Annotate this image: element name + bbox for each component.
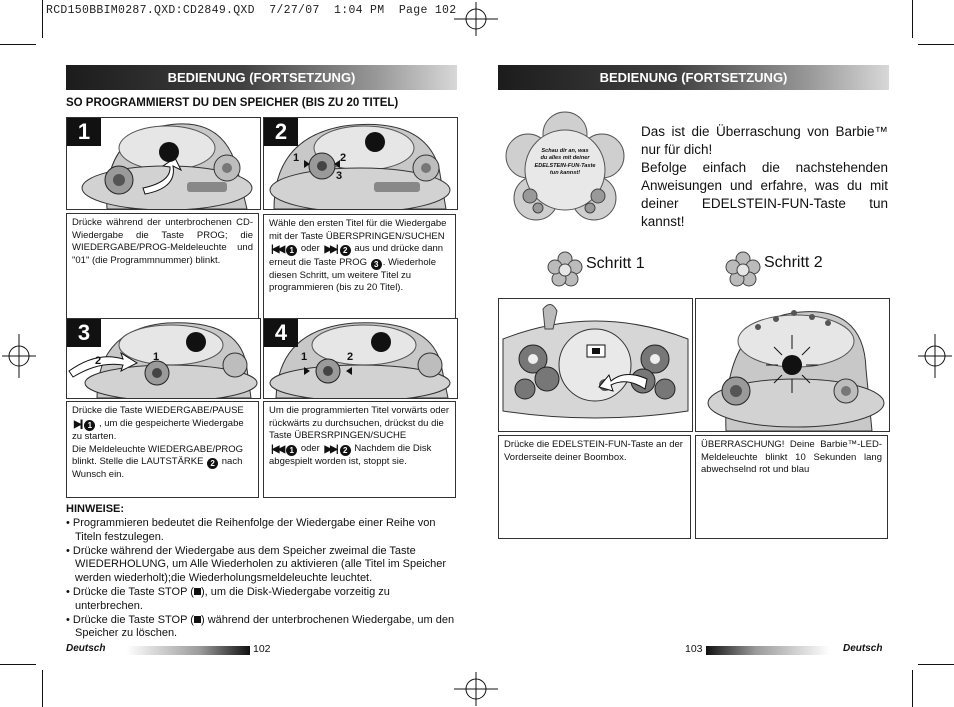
stop-icon (194, 588, 201, 595)
note-item: • Drücke während der Wiedergabe aus dem Speicher zweimal die Taste WIEDERHOLUNG, um Alle Wiederholen zu aktivieren (alle Titel im Speicher werden wiederholt);die Wiederholungsmeldeleuchte leuchtet. (66, 544, 447, 585)
callout-badge: 1 (84, 420, 95, 431)
registration-mark-top (454, 2, 498, 36)
right-section-header: BEDIENUNG (FORTSETZUNG) (498, 65, 889, 90)
step-3-instructions (66, 401, 259, 498)
intro-line-2: Befolge einfach die nachstehenden Anweisungen und erfahre, was du mit deiner EDELSTEIN-FUN-Taste tun kannst! (641, 160, 888, 229)
skip-forward-icon: ▶▶| (324, 443, 337, 455)
print-slug: RCD150BBIM0287.QXD:CD2849.QXD 7/27/07 1:04 PM Page 102 (46, 4, 457, 17)
step-4-text-b: oder (300, 442, 320, 454)
crop-mark (42, 670, 43, 707)
callout-badge: 1 (286, 245, 297, 256)
stop-icon (194, 616, 201, 623)
step-2-text-d: . Wiederhole diesen Schritt, um weitere Titel zu programmieren (bis zu 20 Titel). (269, 256, 437, 294)
gem-button-icon (159, 142, 179, 162)
step-3-illustration (66, 318, 261, 399)
left-footer-language: Deutsch (66, 643, 106, 654)
callout-badge: 2 (340, 445, 351, 456)
left-page-number: 102 (253, 643, 271, 655)
skip-forward-icon: ▶▶| (324, 244, 337, 256)
crop-mark (912, 670, 913, 707)
left-section-header: BEDIENUNG (FORTSETZUNG) (66, 65, 457, 90)
crop-mark (918, 44, 954, 45)
step-2-illustration (263, 117, 458, 210)
flower-line: tun kannst! (549, 170, 581, 177)
intro-text (641, 123, 888, 231)
left-subtitle: SO PROGRAMMIERST DU DEN SPEICHER (BIS ZU 20 TITEL) (66, 97, 399, 109)
step-2-heading: Schritt 2 (764, 254, 823, 271)
step-4-text-a: Um die programmierten Titel vorwärts oder rückwärts zu durchsuchen, drückst du die Taste ÜBERSRPINGEN/SUCHE (269, 405, 450, 442)
callout: 3 (336, 170, 343, 182)
note-item (66, 614, 456, 642)
notes-title: HINWEISE: (66, 503, 125, 515)
step-number: 3 (67, 319, 101, 347)
step-number: 1 (67, 118, 101, 146)
registration-mark-right (918, 334, 952, 378)
crop-mark (0, 664, 36, 665)
step-3-text-d: nach Wunsch ein. (72, 456, 243, 481)
flower-badge (502, 110, 628, 228)
gem-button-icon (365, 132, 385, 152)
gem-button-icon (186, 332, 206, 352)
step-2-text-a: Wähle den ersten Titel für die Wiedergabe mit der Taste ÜBERSPRINGEN/SUCHEN (269, 218, 447, 242)
step-4-instructions (263, 401, 456, 498)
callout: 2 (347, 351, 354, 363)
note-stop-1-b: ), um die Disk-Wiedergabe vorzeitig zu unterbrechen. (75, 585, 390, 612)
gem-button-icon (371, 332, 391, 352)
footer-gradient-bar (126, 646, 250, 655)
callout: 1 (153, 351, 160, 363)
callout-badge: 2 (340, 245, 351, 256)
step-4-text-c: Nachdem die Disk abgespielt worden ist, stoppt sie. (269, 442, 432, 468)
step-3-text-c: Die Meldeleuchte WIEDERGABE/PROG blinkt. Stelle die LAUTSTÄRKE (72, 443, 244, 468)
schritt-1-illustration (498, 298, 693, 432)
play-pause-icon: ▶|| (74, 418, 82, 430)
schritt-2-illustration (695, 298, 890, 432)
schritt-2-instructions: ÜBERRASCHUNG! Deine Barbie™-LED-Meldeleuchte blinkt 10 Sekunden lang abwechselnd rot und blau (695, 435, 888, 539)
right-page-number: 103 (685, 643, 703, 655)
callout: 2 (340, 152, 347, 164)
skip-back-icon: |◀◀ (271, 244, 284, 256)
right-footer-language: Deutsch (843, 643, 883, 654)
callout-badge: 3 (371, 259, 382, 270)
flower-line: Schau dir an, was (541, 148, 589, 154)
skip-back-icon: |◀◀ (271, 443, 284, 455)
flower-icon (547, 251, 583, 287)
note-stop-2-a: • Drücke die Taste STOP ( (66, 613, 194, 626)
step-3-text-a: Drücke die Taste WIEDERGABE/PAUSE (72, 405, 244, 416)
flower-line: du alles mit deiner (540, 155, 590, 162)
callout: 2 (95, 355, 102, 367)
step-number: 2 (264, 118, 298, 146)
step-number: 4 (264, 319, 298, 347)
step-1-illustration (66, 117, 261, 210)
callout: 1 (301, 351, 308, 363)
notes-list (66, 517, 456, 641)
flower-caption (530, 148, 600, 178)
step-4-illustration (263, 318, 458, 399)
note-stop-2-b: ) während der unterbrochenen Wiedergabe, um den Speicher zu löschen. (75, 613, 455, 640)
schritt-1-instructions: Drücke die EDELSTEIN-FUN-Taste an der Vorderseite deiner Boombox. (498, 435, 691, 539)
footer-gradient-bar (706, 646, 830, 655)
crop-mark (42, 0, 43, 38)
note-stop-1-a: • Drücke die Taste STOP ( (66, 585, 194, 598)
registration-mark-left (2, 334, 36, 378)
boombox-front-drawing (499, 299, 692, 431)
note-item (66, 586, 456, 614)
crop-mark (912, 0, 913, 38)
step-2-text-b: oder (300, 243, 320, 255)
callout-badge: 1 (286, 445, 297, 456)
intro-line-1: Das ist die Überraschung von Barbie™ nur für dich! (641, 124, 888, 157)
flower-line: EDELSTEIN-FUN-Taste (534, 162, 596, 169)
boombox-drawing (696, 299, 889, 431)
crop-mark (0, 44, 36, 45)
registration-mark-bottom (454, 672, 498, 706)
crop-mark (918, 664, 954, 665)
callout: 1 (293, 152, 300, 164)
step-2-text-c: aus und drücke dann erneut die Taste PROG (269, 243, 444, 268)
flower-icon (725, 251, 761, 287)
step-3-text-b: , um die gespeicherte Wiedergabe zu starten. (72, 417, 244, 443)
step-1-heading: Schritt 1 (586, 255, 645, 272)
step-1-instructions: Drücke während der unterbrochenen CD-Wiedergabe die Taste PROG; die WIEDERGABE/PROG-Meldeleuchte und "01" (die Programmnummer) blinkt. (66, 213, 259, 343)
callout-badge: 2 (207, 458, 218, 469)
note-item: • Programmieren bedeutet die Reihenfolge der Wiedergabe einer Reihe von Titeln festzulegen. (66, 517, 436, 543)
